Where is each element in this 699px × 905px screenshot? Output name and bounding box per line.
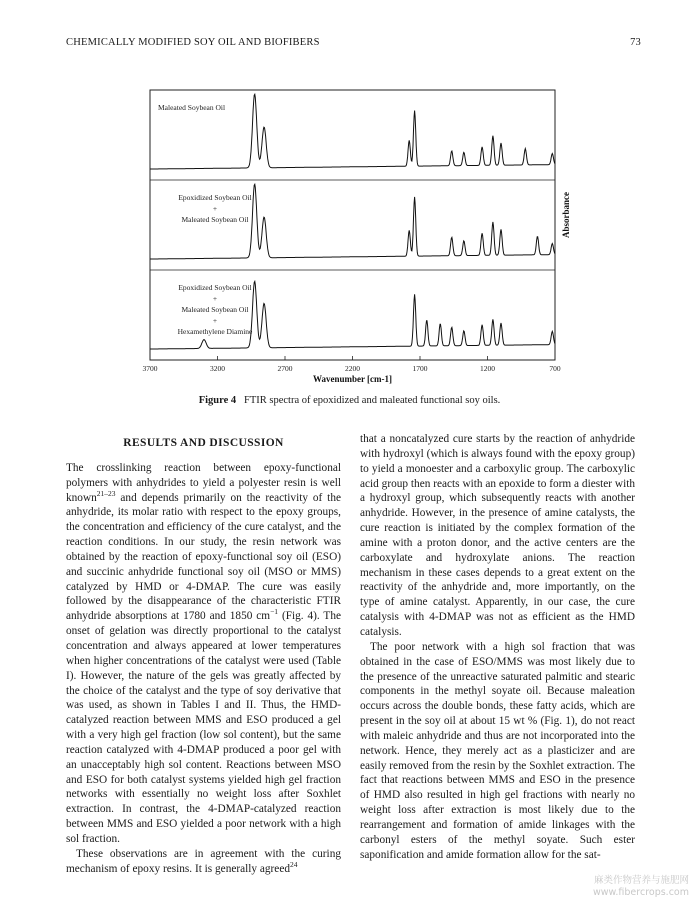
section-heading: RESULTS AND DISCUSSION (123, 437, 284, 449)
x-tick-label: 1700 (412, 364, 428, 373)
figure-label: Figure 4 (198, 395, 237, 406)
page-number: 73 (630, 37, 641, 48)
figure-caption-text: FTIR spectra of epoxidized and maleated functional soy oils. (244, 395, 501, 406)
left-column (66, 433, 341, 876)
plot-frame (150, 90, 555, 360)
panel-label: + (212, 204, 218, 213)
running-title: CHEMICALLY MODIFIED SOY OIL AND BIOFIBERS (66, 37, 320, 48)
x-axis-label: Wavenumber [cm-1] (312, 374, 393, 384)
x-tick-label: 2700 (277, 364, 293, 373)
panel-label: Maleated Soybean Oil (158, 103, 226, 112)
watermark-line2: www.fibercrops.com (592, 887, 689, 898)
paragraph: These observations are in agreement with the curing mechanism of epoxy resins. It is generally agreed$^{24}$ (66, 847, 341, 875)
panel-label: Maleated Soybean Oil (181, 305, 249, 314)
paragraph: The poor network with a high sol fraction that was obtained in the case of ESO/MMS was most likely due to the presence of the unreactive saturated palmitic and stearic components in the methyl soyate oil. Because maleation occurs across the double bonds, these fatty acids, which are present in the soy oil at about 15 wt % (Fig. 1), do not react with maleic anhydride and thus are not incorporated into the network. Hence, they merely act as a plasticizer and are easily removed from the resin by the Soxhlet extraction. The fact that reactions between MMS and ESO in the presence of HMD also resulted in high gel fractions with nearly no weight loss after extraction is most likely due to the rearrangement and formation of amide linkages with the carbonyl esters of the methyl soyate. Such ester saponification and amide formation allow for the sat- (360, 640, 635, 861)
right-column (360, 432, 635, 862)
x-tick-label: 2200 (345, 364, 360, 373)
paragraph: that a noncatalyzed cure starts by the reaction of anhydride with hydroxyl (which is always found with the epoxy group) to yield a monoester and a carboxylic group. The carboxylic acid group then reacts with an epoxide to form a diester with a hydroxyl group, which subsequently reacts with another anhydride. However, in the presence of amine catalysts, the cure reaction is initiated by the complex formation of the amine with a proton donor, and the active centers are the carboxylate and hydroxylate anions. The reaction mechanism in these cases depends to a great extent on the reactivity of the anhydride and, more importantly, on the type of amine catalyst. Apparently, in our case, the cure catalysis with 4-DMAP was not as efficient as the HMD catalysis. (360, 433, 635, 638)
watermark-line1: 麻类作物营养与施肥网 (593, 875, 689, 886)
ftir-figure (120, 80, 580, 390)
x-tick-label: 3200 (210, 364, 225, 373)
watermark (593, 875, 689, 899)
panel-label: Hexamethylene Diamine (177, 327, 253, 336)
paragraph: The crosslinking reaction between epoxy-functional polymers with anhydrides to yield a polyester resin is well known$^{21-23}$ and depends primarily on the reactivity of the anhydride, its molar ratio with respect to the epoxy groups, the concentration and efficiency of the cure catalyst, and the reaction conditions. In our study, the resin network was obtained by the reaction of epoxy-functional soy oil (ESO) and succinic anhydride functional soy oil (MSO or MMS) catalyzed by HMD or 4-DMAP. The cure was easily followed by the disappearance of the characteristic FTIR anhydride absorptions at 1780 and 1850 $cm^{-1}$ (Fig. 4). The onset of gelation was directly proportional to the catalyst concentration and always appeared at lower temperatures when higher concentrations of the catalyst were used (Table I). However, the nature of the gels was greatly affected by the choice of the catalyst and the type of soy derivative that was used, as shown in Tables I and II. Thus, the HMD-catalyzed reaction between MMS and ESO produced a gel with a very high gel fraction (low sol content), but the same reaction catalyzed with 4-DMAP produced a poor gel with an unacceptably high sol content. Reactions between MSO and ESO for both catalyst systems yielded high gel fraction networks with essentially no weight loss after Soxhlet extraction. In contrast, the 4-DMAP-catalyzed reaction between MMS and ESO yielded a poor network with a high sol fraction. (66, 461, 341, 845)
y-axis-label: Absorbance (561, 191, 571, 239)
x-tick-label: 700 (549, 364, 561, 373)
panel-label: + (212, 294, 218, 303)
x-tick-label: 1200 (480, 364, 495, 373)
panel-label: Maleated Soybean Oil (181, 215, 249, 224)
ftir-chart (120, 80, 580, 390)
x-tick-label: 3700 (142, 364, 158, 373)
figure-caption (0, 395, 699, 406)
panel-label: + (212, 316, 218, 325)
panel-label: Epoxidized Soybean Oil (178, 193, 252, 202)
panel-label: Epoxidized Soybean Oil (178, 283, 252, 292)
